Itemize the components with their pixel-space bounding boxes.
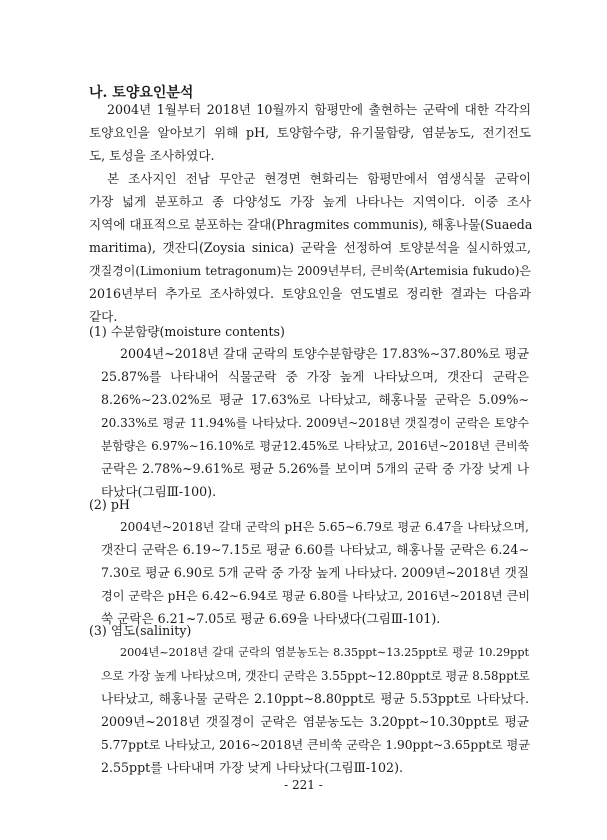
page-number: - 221 - bbox=[284, 778, 323, 792]
subsection-1-title: (1) 수분함량(moisture contents) bbox=[89, 324, 285, 339]
subsection-2-title: (2) pH bbox=[89, 497, 130, 512]
subsection-1-line-5: 분함량은 6.97%∼16.10%로 평균12.45%로 나타났고, 2016년~2018년 큰비쑥 bbox=[101, 439, 529, 453]
subsection-2-line-1: 2004년~2018년 갈대 군락의 pH은 5.65∼6.79로 평균 6.47을 나타났으며, bbox=[120, 520, 529, 534]
subsection-1-line-7: 타났다(그림Ⅲ-100). bbox=[101, 484, 217, 499]
paragraph-1-line-3: 도, 토성을 조사하였다. bbox=[89, 148, 215, 163]
paragraph-2-line-2: 가장 넓게 분포하고 종 다양성도 가장 높게 나타나는 지역이다. 이중 조사 bbox=[89, 194, 531, 209]
subsection-3-title: (3) 염도(salinity) bbox=[89, 623, 192, 638]
subsection-3-line-5: 5.77ppt로 나타났고, 2016~2018년 큰비쑥 군락은 1.90ppt~3.65ppt로 평균 bbox=[101, 738, 531, 752]
paragraph-1-line-2: 토양요인을 알아보기 위해 pH, 토양함수량, 유기물함량, 염분농도, 전기전도 bbox=[89, 125, 531, 140]
paragraph-2-line-5: 갯질경이(Limonium tetragonum)는 2009년부터, 큰비쑥(Artemisia fukudo)은 bbox=[89, 264, 531, 278]
subsection-1-line-3: 8.26%∼23.02%로 평균 17.63%로 나타났고, 해홍나물 군락은 5.09%∼ bbox=[101, 392, 529, 407]
subsection-1-line-6: 군락은 2.78%~9.61%로 평균 5.26%를 보이며 5개의 군락 중 가장 낮게 나 bbox=[101, 461, 529, 476]
subsection-3-line-2: 으로 가장 높게 나타났으며, 갯잔디 군락은 3.55ppt∼12.80ppt로 평균 8.58ppt로 bbox=[101, 669, 530, 683]
paragraph-1-line-1: 2004년 1월부터 2018년 10월까지 함평만에 출현하는 군락에 대한 각각의 bbox=[107, 102, 531, 117]
paragraph-2-line-4: maritima), 갯잔디(Zoysia sinica) 군락을 선정하여 토양분석을 실시하였고, bbox=[89, 240, 531, 255]
subsection-2-line-2: 갯잔디 군락은 6.19∼7.15로 평균 6.60를 나타났고, 해홍나물 군락은 6.24∼ bbox=[101, 542, 529, 557]
subsection-1-line-2: 25.87%를 나타내어 식물군락 중 가장 높게 나타났으며, 갯잔디 군락은 bbox=[101, 369, 529, 384]
subsection-1-line-4: 20.33%로 평균 11.94%를 나타났다. 2009년~2018년 갯질경이 군락은 토양수 bbox=[101, 416, 529, 430]
section-title: 나. 토양요인분석 bbox=[89, 85, 194, 101]
paragraph-2-line-3: 지역에 대표적으로 분포하는 갈대(Phragmites communis), 해홍나물(Suaeda bbox=[89, 217, 533, 232]
subsection-3-line-1: 2004년~2018년 갈대 군락의 염분농도는 8.35ppt∼13.25ppt로 평균 10.29ppt bbox=[120, 646, 529, 659]
paragraph-2-line-1: 본 조사지인 전남 무안군 현경면 현화리는 함평만에서 염생식물 군락이 bbox=[107, 171, 531, 186]
subsection-3-line-4: 2009년~2018년 갯질경이 군락은 염분농도는 3.20ppt∼10.30ppt로 평균 bbox=[101, 714, 529, 729]
subsection-3-line-6: 2.55ppt를 나타내며 가장 낮게 나타났다(그림Ⅲ-102). bbox=[101, 760, 403, 775]
paragraph-2-line-6: 2016년부터 추가로 조사하였다. 토양요인을 연도별로 정리한 결과는 다음과 bbox=[89, 286, 531, 301]
subsection-2-line-4: 경이 군락은 pH은 6.42∼6.94로 평균 6.80를 나타났고, 2016년~2018년 큰비 bbox=[101, 589, 531, 603]
subsection-3-line-3: 나타났고, 해홍나물 군락은 2.10ppt∼8.80ppt로 평균 5.53ppt로 나타났다. bbox=[101, 691, 529, 706]
subsection-2-line-3: 7.30로 평균 6.90로 5개 군락 중 가장 높게 나타났다. 2009년~2018년 갯질 bbox=[101, 565, 529, 580]
subsection-1-line-1: 2004년~2018년 갈대 군락의 토양수분함량은 17.83%∼37.80%로 평균 bbox=[120, 346, 529, 361]
subsection-2-line-5: 쑥 군락은 6.21~7.05로 평균 6.69을 나타냈다(그림Ⅲ-101). bbox=[101, 611, 441, 626]
paragraph-2-line-7: 같다. bbox=[89, 309, 118, 324]
